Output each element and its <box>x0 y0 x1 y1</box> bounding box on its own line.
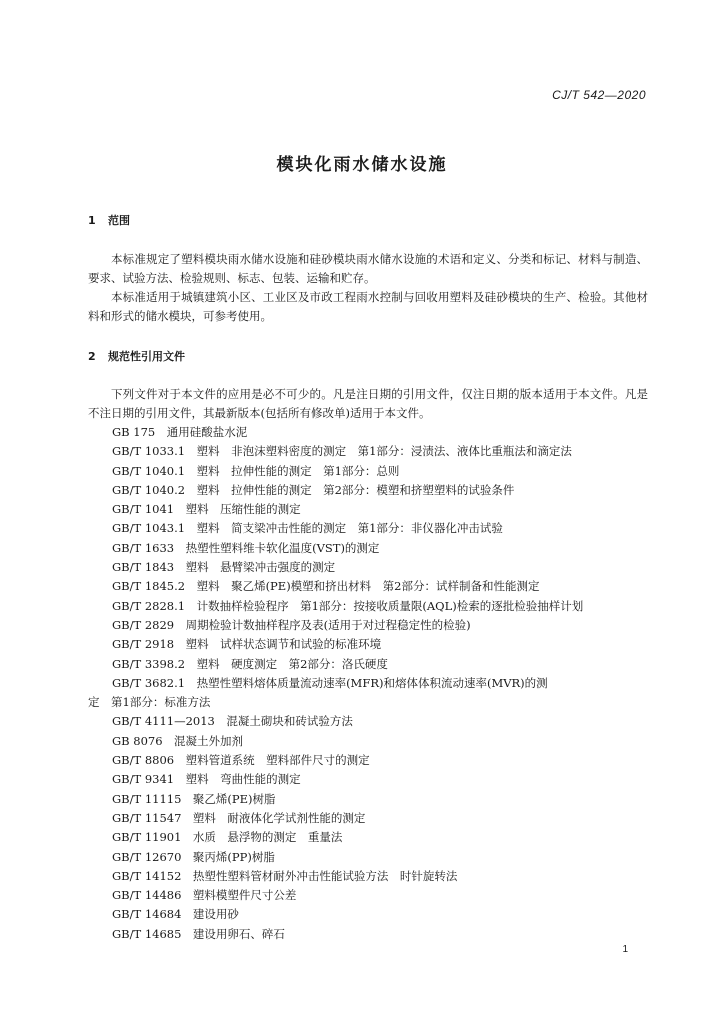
reference-item: GB/T 14684 建设用砂 <box>112 907 239 922</box>
section-2-title: 规范性引用文件 <box>108 350 185 363</box>
reference-item: GB/T 3398.2 塑料 硬度测定 第2部分：洛氏硬度 <box>112 656 388 671</box>
section-1-body <box>88 250 648 326</box>
reference-item: GB/T 1033.1 塑料 非泡沫塑料密度的测定 第1部分：浸渍法、液体比重瓶法和滴定法 <box>112 444 572 459</box>
reference-item: GB/T 1843 塑料 悬臂梁冲击强度的测定 <box>112 560 336 575</box>
reference-item: GB/T 1041 塑料 压缩性能的测定 <box>112 502 301 517</box>
reference-item: GB/T 3682.1 热塑性塑料熔体质量流动速率(MFR)和熔体体积流动速率(MVR)的测 <box>112 675 548 690</box>
reference-item: GB/T 9341 塑料 弯曲性能的测定 <box>112 772 301 787</box>
section-1-heading <box>88 212 130 228</box>
section-2-number: 2 <box>88 350 96 363</box>
reference-item: GB/T 12670 聚丙烯(PP)树脂 <box>112 849 275 864</box>
normative-intro-paragraph: 下列文件对于本文件的应用是必不可少的。凡是注日期的引用文件，仅注日期的版本适用于本文件。凡是不注日期的引用文件，其最新版本(包括所有修改单)适用于本文件。 <box>88 387 648 420</box>
reference-item: GB/T 14152 热塑性塑料管材耐外冲击性能试验方法 时针旋转法 <box>112 868 458 883</box>
reference-item: GB/T 4111—2013 混凝土砌块和砖试验方法 <box>112 714 353 729</box>
scope-paragraph: 本标准规定了塑料模块雨水储水设施和硅砂模块雨水储水设施的术语和定义、分类和标记、材料与制造、要求、试验方法、检验规则、标志、包装、运输和贮存。 <box>88 252 648 285</box>
reference-item: GB/T 14685 建设用卵石、碎石 <box>112 926 285 941</box>
reference-item: GB/T 1043.1 塑料 简支梁冲击性能的测定 第1部分：非仪器化冲击试验 <box>112 521 503 536</box>
scope-paragraph: 本标准适用于城镇建筑小区、工业区及市政工程雨水控制与回收用塑料及硅砂模块的生产、检验。其他材料和形式的储水模块，可参考使用。 <box>88 290 648 323</box>
reference-item: GB/T 2918 塑料 试样状态调节和试验的标准环境 <box>112 637 382 652</box>
reference-item: GB/T 2828.1 计数抽样检验程序 第1部分：按接收质量限(AQL)检索的逐批检验抽样计划 <box>112 598 584 613</box>
reference-item: GB/T 8806 塑料管道系统 塑料部件尺寸的测定 <box>112 753 370 768</box>
page-number: 1 <box>622 944 628 955</box>
reference-item: GB/T 1633 热塑性塑料维卡软化温度(VST)的测定 <box>112 540 380 555</box>
document-title: 模块化雨水储水设施 <box>276 155 448 175</box>
reference-item: GB/T 1845.2 塑料 聚乙烯(PE)模塑和挤出材料 第2部分：试样制备和性能测定 <box>112 579 540 594</box>
reference-item: GB/T 2829 周期检验计数抽样程序及表(适用于对过程稳定性的检验) <box>112 617 471 632</box>
section-1-title: 范围 <box>108 214 130 227</box>
section-1-number: 1 <box>88 214 96 227</box>
section-2-intro <box>88 385 648 423</box>
standard-code: CJ/T 542—2020 <box>552 88 646 102</box>
reference-item-continuation: 定 第1部分：标准方法 <box>88 695 211 710</box>
reference-item: GB/T 14486 塑料模塑件尺寸公差 <box>112 888 297 903</box>
reference-item: GB/T 1040.2 塑料 拉伸性能的测定 第2部分：模塑和挤塑塑料的试验条件 <box>112 482 515 497</box>
reference-item: GB/T 1040.1 塑料 拉伸性能的测定 第1部分：总则 <box>112 463 400 478</box>
reference-item: GB/T 11115 聚乙烯(PE)树脂 <box>112 791 276 806</box>
reference-item: GB/T 11547 塑料 耐液体化学试剂性能的测定 <box>112 810 366 825</box>
reference-item: GB 8076 混凝土外加剂 <box>112 733 244 748</box>
section-2-heading <box>88 348 185 364</box>
reference-item: GB 175 通用硅酸盐水泥 <box>112 425 248 439</box>
reference-list <box>88 423 648 944</box>
reference-item: GB/T 11901 水质 悬浮物的测定 重量法 <box>112 830 343 845</box>
